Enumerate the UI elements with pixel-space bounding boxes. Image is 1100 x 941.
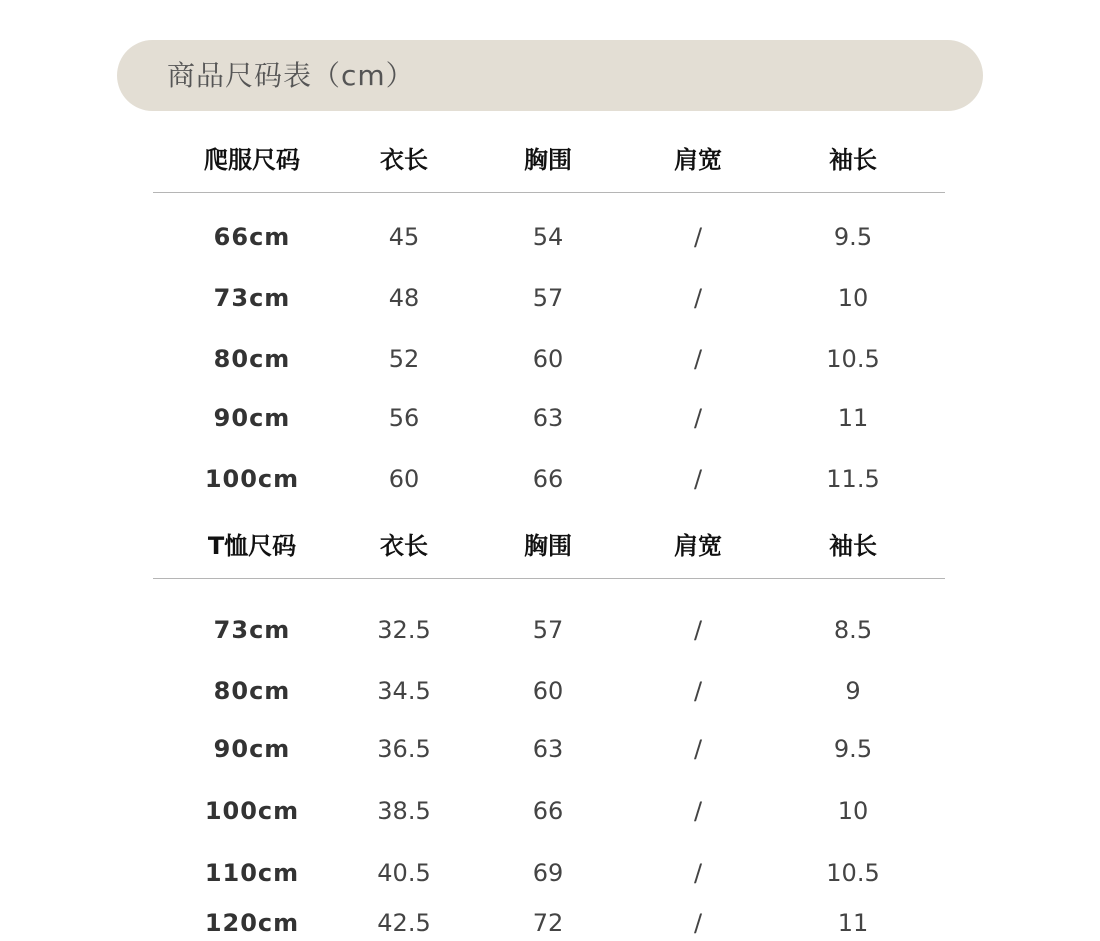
shoulder-cell: / xyxy=(693,909,703,937)
header-size: T恤尺码 xyxy=(207,532,297,560)
table-row xyxy=(153,905,945,941)
table-row xyxy=(153,400,945,436)
header-length: 衣长 xyxy=(380,146,428,174)
table-row xyxy=(153,793,945,829)
header-chest: 胸围 xyxy=(524,146,572,174)
length-cell: 32.5 xyxy=(377,616,431,644)
chest-cell: 69 xyxy=(532,859,564,887)
shoulder-cell: / xyxy=(693,616,703,644)
length-cell: 48 xyxy=(388,284,420,312)
header-sleeve: 袖长 xyxy=(829,146,877,174)
table-row xyxy=(153,731,945,767)
shoulder-cell: / xyxy=(693,345,703,373)
size-cell: 66cm xyxy=(213,223,291,251)
chest-cell: 57 xyxy=(532,284,564,312)
size-chart-title-bar xyxy=(117,40,983,111)
sleeve-cell: 10 xyxy=(837,284,869,312)
length-cell: 60 xyxy=(388,465,420,493)
header-shoulder: 肩宽 xyxy=(674,146,722,174)
header-divider xyxy=(153,578,945,579)
size-cell: 100cm xyxy=(204,465,300,493)
sleeve-cell: 9.5 xyxy=(833,223,873,251)
length-cell: 38.5 xyxy=(377,797,431,825)
chest-cell: 66 xyxy=(532,797,564,825)
chest-cell: 60 xyxy=(532,345,564,373)
chest-cell: 66 xyxy=(532,465,564,493)
size-cell: 90cm xyxy=(213,735,291,763)
length-cell: 34.5 xyxy=(377,677,431,705)
shoulder-cell: / xyxy=(693,859,703,887)
size-cell: 90cm xyxy=(213,404,291,432)
table-header-row xyxy=(153,526,945,566)
table-row xyxy=(153,219,945,255)
size-cell: 73cm xyxy=(213,616,291,644)
sleeve-cell: 9 xyxy=(845,677,861,705)
chest-cell: 57 xyxy=(532,616,564,644)
size-chart-title: 商品尺码表（cm） xyxy=(167,59,415,92)
size-cell: 80cm xyxy=(213,345,291,373)
size-cell: 73cm xyxy=(213,284,291,312)
size-cell: 110cm xyxy=(204,859,300,887)
size-cell: 120cm xyxy=(204,909,300,937)
header-size: 爬服尺码 xyxy=(204,146,300,174)
shoulder-cell: / xyxy=(693,404,703,432)
shoulder-cell: / xyxy=(693,223,703,251)
size-cell: 80cm xyxy=(213,677,291,705)
sleeve-cell: 9.5 xyxy=(833,735,873,763)
shoulder-cell: / xyxy=(693,735,703,763)
table-row xyxy=(153,855,945,891)
chest-cell: 63 xyxy=(532,404,564,432)
length-cell: 52 xyxy=(388,345,420,373)
sleeve-cell: 11 xyxy=(837,909,869,937)
length-cell: 36.5 xyxy=(377,735,431,763)
header-sleeve: 袖长 xyxy=(829,532,877,560)
sleeve-cell: 10.5 xyxy=(826,859,880,887)
shoulder-cell: / xyxy=(693,284,703,312)
length-cell: 45 xyxy=(388,223,420,251)
table-row xyxy=(153,280,945,316)
table-row xyxy=(153,612,945,648)
sleeve-cell: 11 xyxy=(837,404,869,432)
chest-cell: 54 xyxy=(532,223,564,251)
length-cell: 42.5 xyxy=(377,909,431,937)
sleeve-cell: 8.5 xyxy=(833,616,873,644)
chest-cell: 63 xyxy=(532,735,564,763)
length-cell: 40.5 xyxy=(377,859,431,887)
shoulder-cell: / xyxy=(693,465,703,493)
table-row xyxy=(153,461,945,497)
table-row xyxy=(153,341,945,377)
table-header-row xyxy=(153,140,945,180)
chest-cell: 60 xyxy=(532,677,564,705)
shoulder-cell: / xyxy=(693,797,703,825)
header-divider xyxy=(153,192,945,193)
sleeve-cell: 10 xyxy=(837,797,869,825)
shoulder-cell: / xyxy=(693,677,703,705)
size-cell: 100cm xyxy=(204,797,300,825)
chest-cell: 72 xyxy=(532,909,564,937)
header-length: 衣长 xyxy=(380,532,428,560)
header-shoulder: 肩宽 xyxy=(674,532,722,560)
table-row xyxy=(153,673,945,709)
sleeve-cell: 11.5 xyxy=(826,465,880,493)
sleeve-cell: 10.5 xyxy=(826,345,880,373)
header-chest: 胸围 xyxy=(524,532,572,560)
length-cell: 56 xyxy=(388,404,420,432)
